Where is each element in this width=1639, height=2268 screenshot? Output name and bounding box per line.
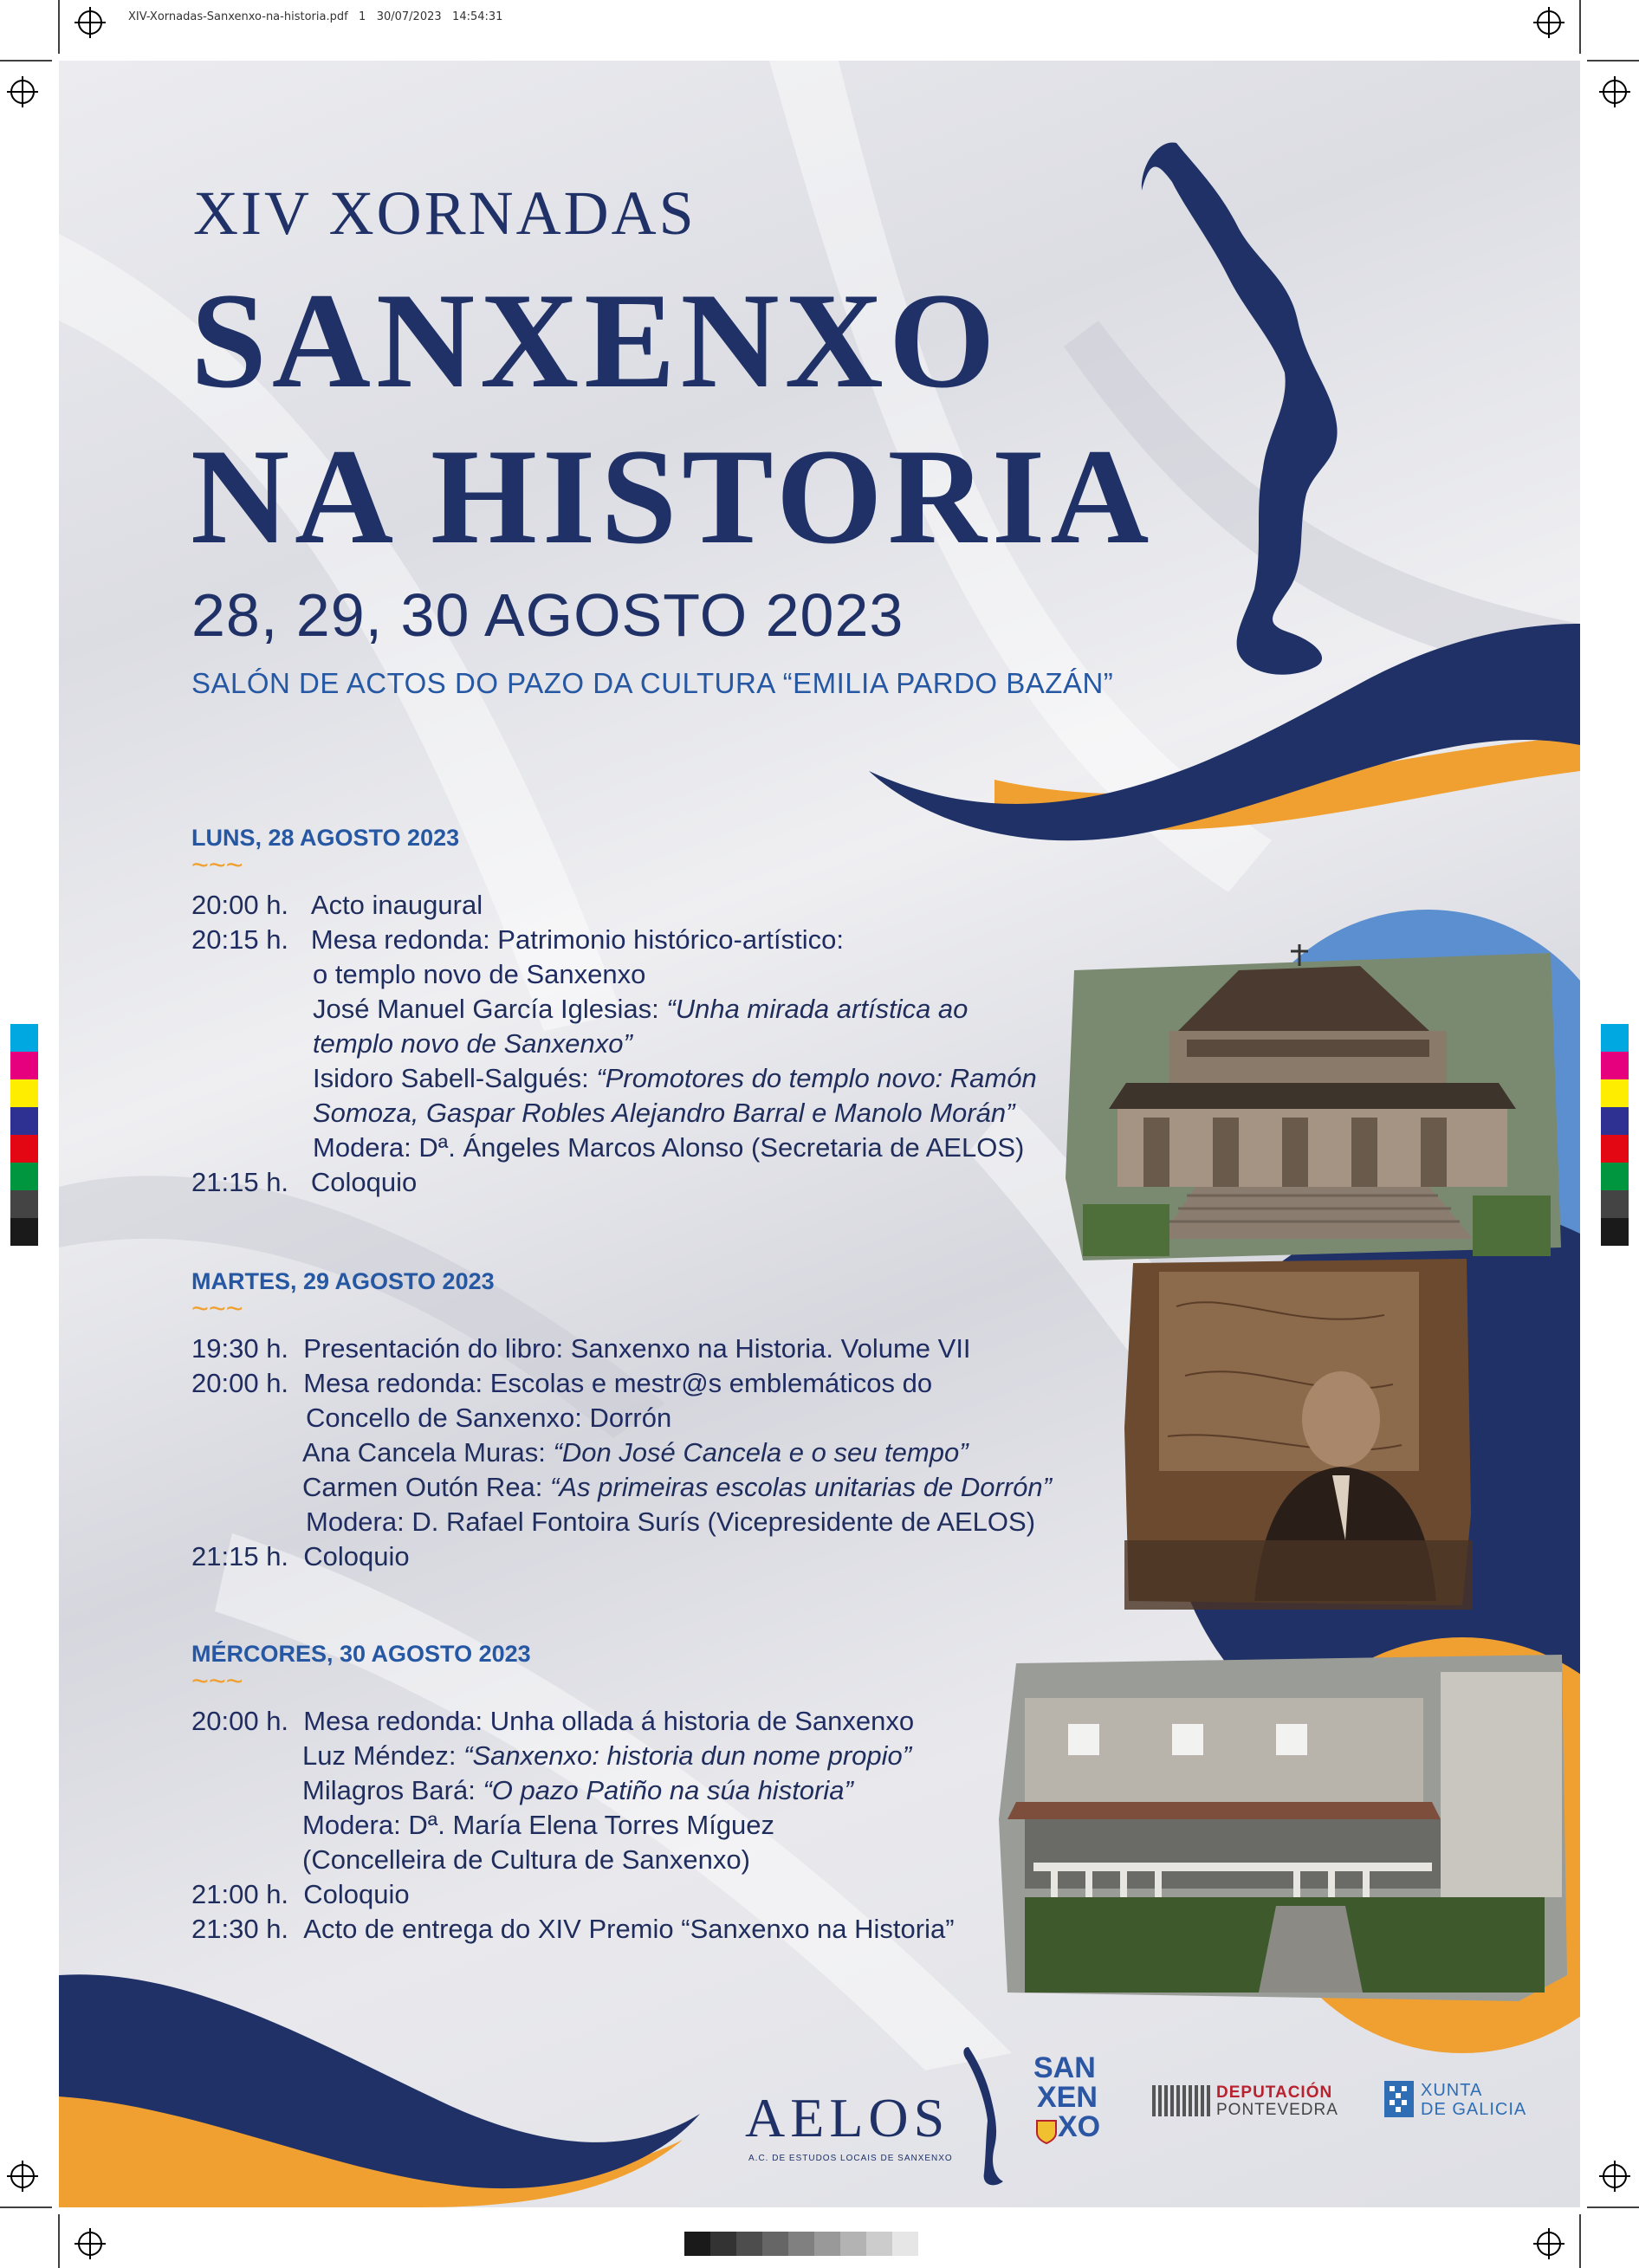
schedule-row: 21:15 h. Coloquio <box>191 1167 418 1197</box>
moderator-row: Modera: Dª. Ángeles Marcos Alonso (Secretaria de AELOS) <box>313 1132 1025 1163</box>
schedule-row: Concello de Sanxenxo: Dorrón <box>306 1403 672 1433</box>
schedule-row: 20:00 h. Mesa redonda: Unha ollada á historia de Sanxenxo <box>191 1706 915 1736</box>
deputacion-grid-icon <box>1152 2085 1213 2116</box>
venue: SALÓN DE ACTOS DO PAZO DA CULTURA “EMILIA PARDO BAZÁN” <box>191 667 1114 699</box>
schedule-row: 20:15 h. Mesa redonda: Patrimonio histórico-artístico: <box>191 924 844 955</box>
xunta-logo-line-1: XUNTA <box>1421 2081 1483 2100</box>
teacher-portrait-photo <box>1124 1254 1473 1610</box>
navy-wave-top <box>869 624 1580 840</box>
schedule-row: 21:30 h. Acto de entrega do XIV Premio “Sanxenxo na Historia” <box>191 1914 955 1944</box>
edition-title: XIV XORNADAS <box>193 178 696 248</box>
diver-logo-icon <box>960 2043 1012 2190</box>
deputacion-logo-line-2: PONTEVEDRA <box>1216 2101 1338 2119</box>
speaker-row: Somoza, Gaspar Robles Alejandro Barral e Manolo Morán” <box>313 1098 1015 1128</box>
schedule-row: 19:30 h. Presentación do libro: Sanxenxo na Historia. Volume VII <box>191 1333 971 1364</box>
deputacion-logo <box>1152 2083 1343 2127</box>
deputacion-logo-line-1: DEPUTACIÓN <box>1216 2083 1333 2102</box>
speaker-row: Ana Cancela Muras: “Don José Cancela e o seu tempo” <box>302 1437 968 1468</box>
speaker-row: Luz Méndez: “Sanxenxo: historia dun nome propio” <box>302 1740 912 1771</box>
xunta-logo-line-2: DE GALICIA <box>1421 2100 1527 2119</box>
day-2-schedule <box>191 1332 1052 1574</box>
moderator-row: Modera: D. Rafael Fontoira Surís (Vicepresidente de AELOS) <box>306 1507 1036 1537</box>
schedule-row: 20:00 h. Mesa redonda: Escolas e mestr@s emblemáticos do <box>191 1368 933 1398</box>
xunta-logo <box>1384 2079 1532 2122</box>
main-title-line-2: NA HISTORIA <box>191 421 1155 573</box>
color-bar-right <box>1601 1024 1629 1246</box>
schedule-row: 21:00 h. Coloquio <box>191 1879 410 1909</box>
day-heading-1: LUNS, 28 AGOSTO 2023 <box>191 825 460 851</box>
speaker-row: Isidoro Sabell-Salgués: “Promotores do templo novo: Ramón <box>313 1063 1037 1093</box>
sanxenxo-logo-line: XEN <box>1037 2081 1098 2114</box>
sanxenxo-logo <box>1033 2053 1111 2142</box>
tilde-divider: ~~~ <box>191 1293 243 1325</box>
aelos-logo <box>745 2043 1022 2199</box>
pazo-photo <box>999 1646 1567 2001</box>
day-1-schedule <box>191 888 1037 1200</box>
tilde-divider: ~~~ <box>191 1665 243 1698</box>
event-dates: 28, 29, 30 AGOSTO 2023 <box>191 581 904 649</box>
church-photo <box>1066 918 1561 1265</box>
day-3-schedule <box>191 1704 955 1947</box>
schedule-row: 20:00 h. Acto inaugural <box>191 890 483 920</box>
aelos-logo-text: AELOS <box>745 2087 950 2148</box>
poster <box>59 61 1580 2207</box>
moderator-note: (Concelleira de Cultura de Sanxenxo) <box>302 1844 750 1875</box>
aelos-logo-subtitle: A.C. DE ESTUDOS LOCAIS DE SANXENXO <box>748 2154 953 2163</box>
coat-of-arms-icon <box>1035 2119 1058 2145</box>
xunta-shield-icon <box>1384 2081 1414 2117</box>
day-heading-3: MÉRCORES, 30 AGOSTO 2023 <box>191 1641 531 1667</box>
schedule-row: 21:15 h. Coloquio <box>191 1541 410 1571</box>
sanxenxo-logo-line: XO <box>1058 2110 1101 2143</box>
speaker-row: Carmen Outón Rea: “As primeiras escolas unitarias de Dorrón” <box>302 1472 1052 1502</box>
schedule-row: o templo novo de Sanxenxo <box>313 959 646 989</box>
sanxenxo-logo-line: SAN <box>1033 2051 1096 2084</box>
file-header: XIV-Xornadas-Sanxenxo-na-historia.pdf 1 30/07/2023 14:54:31 <box>128 10 503 23</box>
gray-scale-bar <box>684 2232 918 2256</box>
moderator-row: Modera: Dª. María Elena Torres Míguez <box>302 1810 775 1840</box>
day-heading-2: MARTES, 29 AGOSTO 2023 <box>191 1268 495 1294</box>
speaker-row: templo novo de Sanxenxo” <box>313 1028 632 1059</box>
speaker-row: Milagros Bará: “O pazo Patiño na súa historia” <box>302 1775 853 1805</box>
speaker-row: José Manuel García Iglesias: “Unha mirada artística ao <box>313 994 968 1024</box>
tilde-divider: ~~~ <box>191 849 243 882</box>
color-bar-left <box>10 1024 38 1246</box>
main-title-line-1: SANXENXO <box>191 265 1001 417</box>
